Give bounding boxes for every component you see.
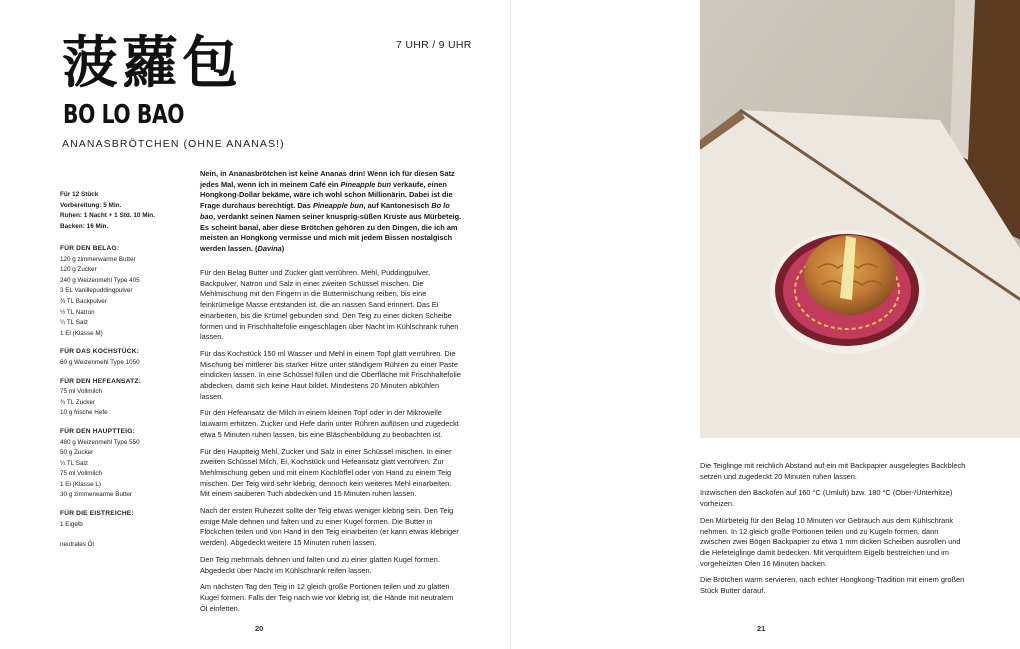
intro-text: Nein, in Ananasbrötchen ist keine Ananas drin! Wenn ich für diesen Satz jedes Mal, wenn ich in meinem Café ein Pineapple bun verkaufe, einen Hongkong-Dollar bekäme, wäre ich wohl schon Millionärin. Dabei ist die Frage durchaus berechtigt. Das Pineapple bun, auf Kantonesisch Bo lo bao, verdankt seinen Namen seiner knusprig-süßen Kruste aus Mürbeteig. Es scheint banal, aber diese Brötchen gehören zu den Dingen, die ich am meisten an Hongkong vermisse und mich mit jedem Bissen nostalgisch werden lassen. (Davina) <box>200 169 462 253</box>
ingredient-item: ½ TL Natron <box>60 308 95 316</box>
ingredient-item: 75 ml Vollmilch <box>60 470 102 478</box>
time-label: 7 UHR / 9 UHR <box>396 39 472 51</box>
right-page <box>510 0 1020 649</box>
meta-prep: Vorbereitung: 5 Min. <box>60 201 122 209</box>
method-column <box>200 268 462 620</box>
method-paragraph: Für den Belag Butter und Zucker glatt verrühren. Mehl, Puddingpulver, Backpulver, Natron und Salz in einer zweiten Schüssel mischen. Die Mehlmischung mit den Fingern in die Buttermischung reiben, bis eine feinkrümelige Masse entstanden ist, die an nassen Sand erinnert. Das Ei einarbeiten, bis die Krümel gebunden sind. Den Teig zu einer dicken Scheibe formen und in Frischhaltefolie eingeschlagen über Nacht im Kühlschrank ruhen lassen. <box>200 268 459 342</box>
ingredient-item: 120 g Zucker <box>60 266 97 274</box>
ingredient-item: 75 ml Vollmilch <box>60 388 102 396</box>
method-paragraph: Für das Kochstück 150 ml Wasser und Mehl in einem Topf glatt verrühren. Die Mischung bei mittlerer bis starker Hitze unter ständigem Rühren zu einer Paste eindicken lassen. In eine Schüssel füllen und die Oberfläche mit Frischhaltefolie abdecken, damit sich keine Haut bildet. Mindestens 20 Minuten abkühlen lassen. <box>200 348 461 401</box>
ingredient-item: 3 EL Vanillepuddingpulver <box>60 287 133 295</box>
ingredient-item: 30 g zimmerwarme Butter <box>60 491 133 499</box>
meta-yield: Für 12 Stück <box>60 191 99 198</box>
chinese-title: 菠蘿包 <box>62 30 242 96</box>
method-paragraph: Den Teig mehrmals dehnen und falten und zu einer glatten Kugel formen. Abgedeckt über Nacht im Kühlschrank reifen lassen. <box>200 554 440 575</box>
method-paragraph: Am nächsten Tag den Teig in 12 gleich große Portionen teilen und zu glatten Kugel formen. Falls der Teig nach wie vor klebrig ist, die Hände mit neutralem Öl einfetten. <box>200 582 454 613</box>
method-paragraph: Die Brötchen warm servieren, nach echter Hongkong-Tradition mit einem großen Stück Butter darauf. <box>700 575 965 596</box>
ingredient-item: ¼ TL Salz <box>60 459 89 467</box>
ingredient-item: 240 g Weizenmehl Type 405 <box>60 276 140 284</box>
method-paragraph: Die Teiglinge mit reichlich Abstand auf ein mit Backpapier ausgelegtes Backblech setzen und zugedeckt 20 Minuten ruhen lassen. <box>700 461 966 481</box>
ingredient-item: ¼ TL Salz <box>60 319 89 327</box>
ingredient-item: ¾ TL Zucker <box>60 398 95 406</box>
page-number-left: 20 <box>255 624 264 633</box>
method-paragraph: Für den Hefeansatz die Milch in einem kleinen Topf oder in der Mikrowelle lauwarm erhitzen. Zucker und Hefe darin unter Rühren auflösen und zugedeckt etwa 5 Minuten ruhen lassen, bis eine Bläschenbildung zu beobachten ist. <box>200 408 459 439</box>
ingredients-list <box>60 244 192 551</box>
method-paragraph: Nach der ersten Ruhezeit sollte der Teig etwas weniger klebrig sein. Den Teig einige Male dehnen und falten und zu einer Kugel formen. Die Butter in Flöckchen teilen und von Hand in den Teig einarbeiten (er kann etwas klebriger werden). Abgedeckt weitere 15 Minuten ruhen lassen. <box>200 506 459 548</box>
ingredient-heading: FÜR DIE EISTREICHE: <box>60 510 134 518</box>
bun-photo <box>700 0 1020 438</box>
ingredient-item: neutrales Öl <box>60 541 94 549</box>
method-continued <box>700 461 970 603</box>
ingredient-item: 1 Ei (Klasse M) <box>60 329 103 337</box>
method-paragraph: Für den Hauptteig Mehl, Zucker und Salz in einer Schüssel mischen. In einer zweiten Schüssel Milch, Ei, Kochstück und Hefeansatz glatt verrühren. Zur Mehlmischung geben und mit einem Kochlöffel oder von Hand zu einem Teig mischen. Der Teig wird sehr klebrig, dennoch kein weiteres Mehl einarbeiten. Mit einem sauberen Tuch abdecken und 15 Minuten ruhen lassen. <box>200 446 452 499</box>
ingredient-heading: FÜR DEN BELAG: <box>60 245 120 252</box>
method-paragraph: Den Mürbeteig für den Belag 10 Minuten vor Gebrauch aus dem Kühlschrank nehmen. In 12 gleich große Portionen teilen und zu Kugeln formen, dann zwischen zwei Bögen Backpapier zu etwa 1 mm dicken Scheiben ausrollen und die Hefeteiglinge damit bedecken. Mit verquirltem Eigelb bestreichen und im vorgeheizten Ofen 16 Minuten backen. <box>700 515 961 568</box>
ingredient-item: 480 g Weizenmehl Type 550 <box>60 438 140 446</box>
recipe-subtitle: ANANASBRÖTCHEN (OHNE ANANAS!) <box>62 138 285 150</box>
ingredient-item: ¾ TL Backpulver <box>60 297 107 305</box>
ingredient-item: 1 Eigelb <box>60 520 83 528</box>
recipe-title: BO LO BAO <box>63 100 185 130</box>
page-number-right: 21 <box>757 624 766 633</box>
ingredient-item: 10 g frische Hefe <box>60 409 108 417</box>
ingredient-heading: FÜR DEN HEFEANSATZ: <box>60 377 141 385</box>
ingredient-item: 120 g zimmerwarme Butter <box>60 255 136 263</box>
meta-rest: Ruhen: 1 Nacht + 1 Std. 10 Min. <box>60 212 155 219</box>
ingredient-item: 1 Ei (Klasse L) <box>60 480 101 488</box>
meta-bake: Backen: 16 Min. <box>60 222 109 230</box>
method-paragraph: Inzwischen den Backofen auf 160 °C (Umluft) bzw. 180 °C (Ober-/Unterhitze) vorheizen. <box>700 488 953 509</box>
ingredient-item: 50 g Zucker <box>60 449 94 457</box>
ingredient-heading: FÜR DAS KOCHSTÜCK: <box>60 348 140 356</box>
ingredient-heading: FÜR DEN HAUPTTEIG: <box>60 427 136 435</box>
ingredient-item: 60 g Weizenmehl Type 1050 <box>60 358 140 366</box>
recipe-meta <box>60 190 190 232</box>
